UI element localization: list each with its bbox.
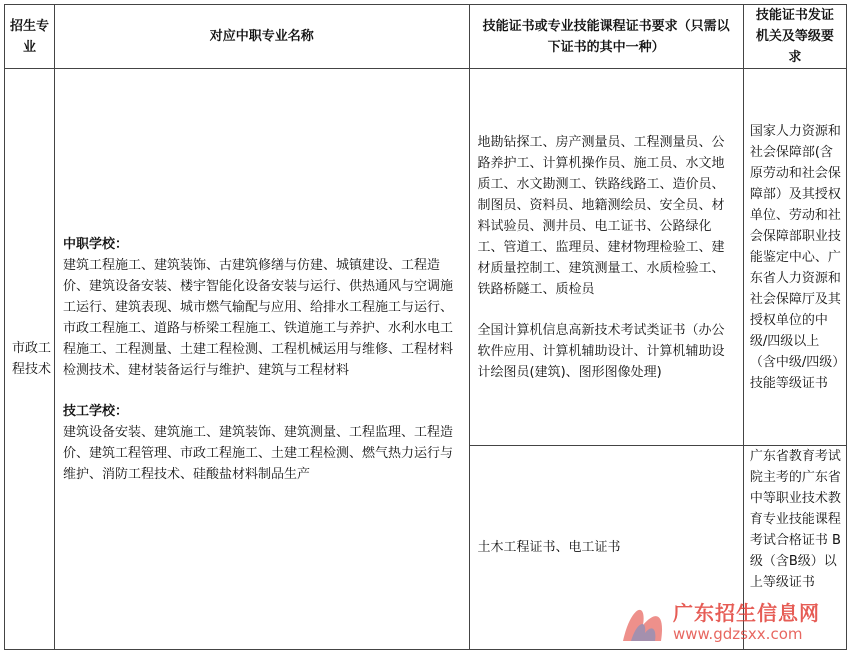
issuer-cell-2: 广东省教育考试院主考的广东省中等职业技术教育专业技能课程考试合格证书 B级（含B级）以上等级证书 bbox=[743, 446, 846, 650]
certificates-cell-2: 土木工程证书、电工证书 bbox=[469, 446, 743, 650]
vocational-majors-cell bbox=[55, 69, 469, 650]
header-certificate-requirements: 技能证书或专业技能课程证书要求（只需以下证书的其中一种） bbox=[469, 5, 743, 69]
certificates-cell-1 bbox=[469, 69, 743, 446]
certificates-list-skills: 地勘钻探工、房产测量员、工程测量员、公路养护工、计算机操作员、施工员、水文地质工、水文勘测工、铁路线路工、造价员、制图员、资料员、地籍测绘员、安全员、材料试验员、测井员、电工证书、公路绿化工、管道工、监理员、建材物理检验工、建材质量控制工、建筑测量工、水质检验工、铁路桥隧工、质检员 bbox=[477, 134, 725, 297]
watermark-site-name: 广东招生信息网 bbox=[673, 601, 820, 625]
certificates-list-computer: 全国计算机信息高新技术考试类证书（办公软件应用、计算机辅助设计、计算机辅助设计绘图员(建筑)、图形图像处理) bbox=[477, 322, 725, 380]
major-name: 市政工程技术 bbox=[5, 69, 55, 650]
watermark-site-url: www.gdzsxx.com bbox=[673, 625, 803, 643]
issuer-cell-1: 国家人力资源和社会保障部(含原劳动和社会保障部）及其授权单位、劳动和社会保障部职业技能鉴定中心、广东省人力资源和社会保障厅及其授权单位的中级/四级以上（含中级/四级）技能等级证书 bbox=[743, 69, 846, 446]
header-row bbox=[5, 5, 847, 69]
header-vocational-majors: 对应中职专业名称 bbox=[55, 5, 469, 69]
technical-school-heading: 技工学校： bbox=[63, 403, 129, 419]
header-issuer-requirements: 技能证书发证机关及等级要求 bbox=[743, 5, 846, 69]
header-major: 招生专业 bbox=[5, 5, 55, 69]
vocational-school-majors: 建筑工程施工、建筑装饰、古建筑修缮与仿建、城镇建设、工程造价、建筑设备安装、楼宇智能化设备安装与运行、供热通风与空调施工运行、建筑表现、城市燃气输配与应用、给排水工程施工与运行、市政工程施工、道路与桥梁工程施工、铁道施工与养护、水利水电工程施工、工程测量、土建工程检测、工程机械运用与维修、工程材料检测技术、建材装备运行与维护、建筑与工程材料 bbox=[63, 257, 454, 378]
site-watermark bbox=[617, 593, 847, 651]
vocational-school-heading: 中职学校： bbox=[63, 236, 129, 252]
site-logo-icon bbox=[617, 597, 669, 647]
table-row bbox=[5, 69, 847, 446]
technical-school-majors: 建筑设备安装、建筑施工、建筑装饰、建筑测量、工程监理、工程造价、建筑工程管理、市政工程施工、土建工程检测、燃气热力运行与维护、消防工程技术、硅酸盐材料制品生产 bbox=[63, 424, 454, 482]
admission-requirements-table bbox=[4, 4, 847, 650]
